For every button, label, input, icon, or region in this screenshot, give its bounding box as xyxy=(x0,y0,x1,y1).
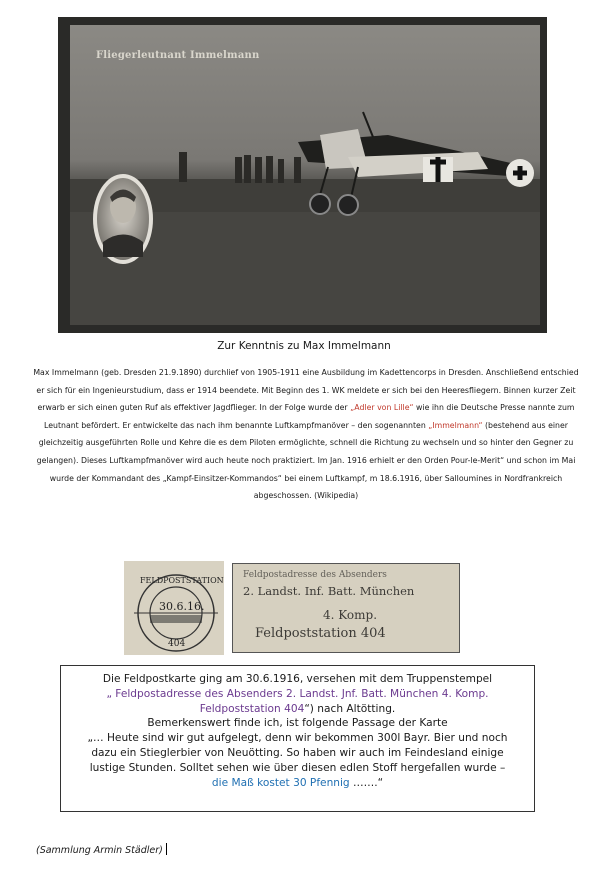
info-feldpoststation: Feldpoststation 404 xyxy=(199,702,305,715)
postcard-title: Fliegerleutnant Immelmann xyxy=(96,50,260,61)
postmark-icon xyxy=(124,561,224,655)
postmark-stamp-image xyxy=(124,561,224,655)
biography-part-3: (bestehend aus einer gleichzeitig ausgeführten Rolle und Kehre die es dem Piloten ermöglichte, schnell die Richtung zu wechseln und so hinter den Gegner zu gelangen). Dieses Luftkampfmanöver wird auch heute noch praktiziert. Im Jan. 1916 erhielt er den Orden Pour-le-Merit“ und schon im Mai wurde der Kommandant des „Kampf-Einsitzer-Kommandos“ bei einem Luftkampf, m 18.6.1916, über Salloumines in Nordfrankreich abgeschossen. (Wikipedia) xyxy=(36,420,576,501)
image-caption: Zur Kenntnis zu Max Immelmann xyxy=(217,340,391,352)
unit-stamp-line-4: Feldpoststation 404 xyxy=(255,626,386,641)
info-line-6: dazu ein Stieglerbier von Neuötting. So haben wir auch im Feindesland einige xyxy=(91,746,504,759)
collection-credit-text: (Sammlung Armin Städler) xyxy=(36,845,163,856)
postcard-photo xyxy=(58,17,547,333)
collection-credit xyxy=(36,843,167,856)
postmark-ring-text: FELDPOSTSTATION xyxy=(140,576,224,585)
unit-stamp-image xyxy=(232,563,460,653)
info-line-3-end: “) nach Altötting. xyxy=(304,702,396,715)
highlight-immelmann: „Immelmann“ xyxy=(428,420,483,430)
postmark-date: 30.6.16. xyxy=(159,600,205,613)
info-line-4: Bemerkenswert finde ich, ist folgende Passage der Karte xyxy=(147,717,448,730)
info-line-5: „… Heute sind wir gut aufgelegt, denn wir bekommen 300l Bayr. Bier und noch xyxy=(87,732,508,745)
info-line-8 xyxy=(61,776,534,791)
biography-part-2: wie ihn die Deutsche Presse nannte zum Leutnant befördert. Er entwickelte das nach ihm benannte Luftkampfmanöver – den sogenannten xyxy=(44,403,575,430)
info-line-2: „ Feldpostadresse des Absenders 2. Landst. Jnf. Batt. München 4. Komp. xyxy=(106,687,489,700)
unit-stamp-line-1: Feldpostadresse des Absenders xyxy=(243,570,387,580)
unit-stamp-line-3: 4. Komp. xyxy=(323,608,378,622)
info-line-1: Die Feldpostkarte ging am 30.6.1916, versehen mit dem Truppenstempel xyxy=(102,673,493,685)
biography-text xyxy=(30,364,582,505)
postcard-illustration xyxy=(58,17,547,333)
text-cursor xyxy=(166,843,167,855)
unit-stamp-line-2: 2. Landst. Inf. Batt. München xyxy=(243,584,415,598)
info-line-7: lustige Stunden. Solltet sehen wie über diesen edlen Stoff hergefallen wurde – xyxy=(89,761,506,774)
postmark-number: 404 xyxy=(168,639,186,649)
info-line-8-end: …….“ xyxy=(349,776,384,789)
biography-part-1: Max Immelmann (geb. Dresden 21.9.1890) durchlief von 1905-1911 eine Ausbildung im Kadettencorps in Dresden. Anschließend entschied er sich für ein Ingenieurstudium, dass er 1914 beendete. Mit Beginn des 1. WK meldete er sich bei den Heeresfliegern. Binnen kurzer Zeit erwarb er sich einen guten Ruf als effektiver Jagdflieger. In der Folge wurde der xyxy=(33,368,579,413)
portrait-medallion xyxy=(93,174,153,264)
info-line-3 xyxy=(61,702,534,717)
feldpostkarte-info-box xyxy=(60,665,535,812)
highlight-adler-von-lille: „Adler von Lille“ xyxy=(350,403,414,413)
info-mass-price: die Maß kostet 30 Pfennig xyxy=(211,776,350,789)
